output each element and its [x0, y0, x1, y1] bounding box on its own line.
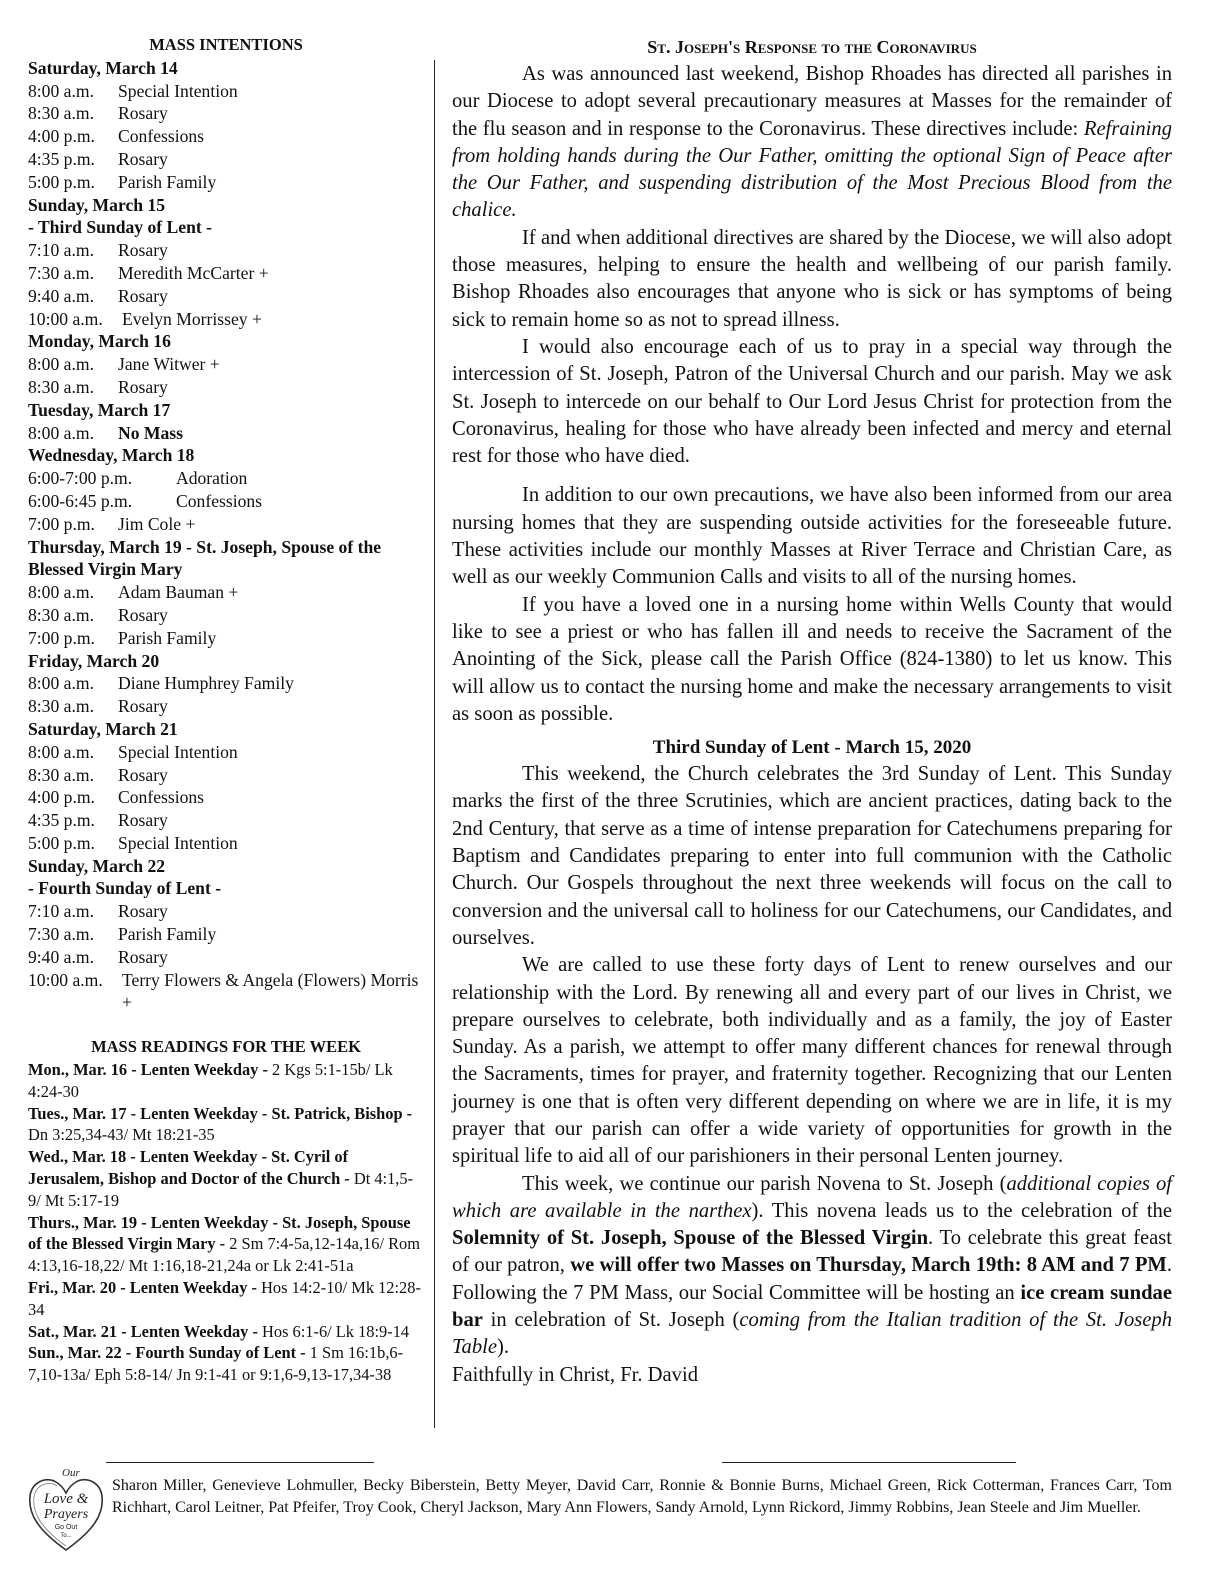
intention-text: Special Intention: [118, 741, 238, 762]
intention-time: 7:30 a.m.: [28, 924, 94, 945]
left-column: [28, 34, 424, 1386]
intention-entry: [28, 581, 424, 604]
intention-entry: [28, 490, 424, 513]
reading-label: Sat., Mar. 21 - Lenten Weekday -: [28, 1321, 263, 1341]
intention-time: 5:00 p.m.: [28, 832, 95, 853]
intention-entry: [28, 809, 424, 832]
intention-day: Wednesday, March 18: [28, 445, 195, 466]
intention-time: 8:00 a.m.: [28, 422, 94, 443]
intention-text: Special Intention: [118, 80, 238, 101]
intention-day: Sunday, March 15: [28, 194, 166, 215]
intention-entry: [28, 353, 424, 376]
intention-entry: [28, 102, 424, 125]
coronavirus-title: St. Joseph's Response to the Coronavirus: [647, 37, 977, 57]
intention-time: 8:00 a.m.: [28, 80, 94, 101]
intention-time: 5:00 p.m.: [28, 171, 95, 192]
coronavirus-paragraph-3: I would also encourage each of us to pray in a special way through the intercession of St. Joseph, Patron of the Universal Church and our parish. May we ask St. Joseph to intercede on our behalf to Our Lord Jesus Christ for protection from the Coronavirus, healing for those who have already been infected and mercy and eternal rest for those who have died.: [452, 335, 1172, 468]
intention-text: Parish Family: [118, 171, 217, 192]
intention-time: 4:35 p.m.: [28, 810, 95, 831]
intention-day: Sunday, March 22: [28, 855, 166, 876]
intention-entry: [28, 741, 424, 764]
intention-entry: [28, 764, 424, 787]
right-column: [452, 34, 1172, 1389]
mass-intentions-list: [28, 57, 424, 1014]
intention-entry: [28, 239, 424, 262]
intention-text: Rosary: [118, 696, 168, 717]
intention-day: Saturday, March 14: [28, 57, 178, 78]
intention-text: Parish Family: [118, 627, 217, 648]
intention-entry: [28, 308, 424, 331]
intention-entry: [28, 946, 424, 969]
intention-entry: [28, 672, 424, 695]
intention-entry: [28, 148, 424, 171]
footer-rule-right: [722, 1462, 1016, 1463]
reading-refs: Hos 6:1-6/ Lk 18:9-14: [262, 1321, 410, 1341]
lent-paragraph-3: This week, we continue our parish Novena to St. Joseph (additional copies of which are available in the narthex). This novena leads us to the celebration of the Solemnity of St. Joseph, Spouse of the Blessed Virgin. To celebrate this great feast of our patron, we will offer two Masses on Thursday, March 19th: 8 AM and 7 PM. Following the 7 PM Mass, our Social Committee will be hosting an ice cream sundae bar in celebration of St. Joseph (coming from the Italian tradition of the St. Joseph Table).: [452, 1172, 1173, 1359]
svg-text:Our: Our: [62, 1467, 80, 1479]
intention-day: Thursday, March 19 - St. Joseph, Spouse of the Blessed Virgin Mary: [28, 536, 382, 580]
reading-refs: 2 Kgs 5:1-15b/ Lk 4:24-30: [28, 1060, 393, 1101]
intention-time: 8:30 a.m.: [28, 696, 94, 717]
prayer-list: Sharon Miller, Genevieve Lohmuller, Becky Biberstein, Betty Meyer, David Carr, Ronnie & Bonnie Burns, Michael Green, Rick Cotterman, Frances Carr, Tom Richhart, Carol Leitner, Pat Pfeifer, Troy Cook, Cheryl Jackson, Mary Ann Flowers, Sandy Arnold, Lynn Rickord, Jimmy Robbins, Jean Steele and Jim Mueller.: [112, 1477, 1172, 1516]
intention-text: Jane Witwer +: [118, 354, 220, 375]
intention-time: 6:00-6:45 p.m.: [28, 490, 133, 511]
coronavirus-paragraph-1: As was announced last weekend, Bishop Rhoades has directed all parishes in our Diocese to adopt several precautionary measures at Masses for the remainder of the flu season and in response to the Coronavirus. These directives include: Refraining from holding hands during the Our Father, omitting the optional Sign of Peace after the Our Father, and suspending distribution of the Most Precious Blood from the chalice.: [452, 63, 1172, 222]
intention-text: Rosary: [118, 285, 168, 306]
svg-text:Prayers: Prayers: [43, 1507, 89, 1522]
intention-text: Adam Bauman +: [118, 582, 239, 603]
coronavirus-paragraph-2: If and when additional directives are shared by the Diocese, we will also adopt those measures, helping to ensure the health and wellbeing of our parish family. Bishop Rhoades also encourages that anyone who is sick or has symptoms of being sick to remain home so as not to spread illness.: [452, 226, 1172, 331]
intention-time: 7:00 p.m.: [28, 513, 95, 534]
intention-text: Special Intention: [118, 832, 238, 853]
coronavirus-paragraph-5: If you have a loved one in a nursing home within Wells County that would like to see a priest or who has fallen ill and needs to receive the Sacrament of the Anointing of the Sick, please call the Parish Office (824-1380) to let us know. This will allow us to contact the nursing home and make the necessary arrangements to visit as soon as possible.: [452, 593, 1172, 725]
reading-refs: Dt 4:1,5-9/ Mt 5:17-19: [28, 1169, 414, 1210]
reading-label: Tues., Mar. 17 - Lenten Weekday - St. Patrick, Bishop -: [28, 1103, 413, 1123]
intention-time: 8:30 a.m.: [28, 376, 94, 397]
signature: Faithfully in Christ, Fr. David: [452, 1363, 698, 1386]
intention-time: 8:30 a.m.: [28, 764, 94, 785]
intention-text: Diane Humphrey Family: [118, 673, 294, 694]
intention-text: Rosary: [118, 103, 168, 124]
intention-text: Rosary: [118, 946, 168, 967]
intention-time: 7:10 a.m.: [28, 901, 94, 922]
reading-item: [28, 1277, 424, 1321]
lent-title: Third Sunday of Lent - March 15, 2020: [652, 737, 972, 759]
intention-time: 10:00 a.m.: [28, 969, 103, 990]
reading-item: [28, 1212, 424, 1277]
reading-refs: Hos 14:2-10/ Mk 12:28-34: [28, 1278, 421, 1319]
mass-readings-title: MASS READINGS FOR THE WEEK: [91, 1037, 361, 1057]
intention-text: Adoration: [176, 468, 248, 489]
intention-day: Tuesday, March 17: [28, 399, 171, 420]
reading-item: [28, 1146, 424, 1211]
intention-text: Rosary: [118, 901, 168, 922]
intention-time: 8:00 a.m.: [28, 354, 94, 375]
column-divider: [434, 60, 435, 1428]
intention-text: Rosary: [118, 764, 168, 785]
svg-text:To...: To...: [60, 1533, 72, 1539]
intention-text: Parish Family: [118, 924, 217, 945]
intention-day: Friday, March 20: [28, 650, 160, 671]
svg-text:Go Out: Go Out: [54, 1524, 78, 1531]
intention-text: Confessions: [118, 126, 205, 147]
intention-entry: [28, 285, 424, 308]
intention-text: Rosary: [118, 604, 168, 625]
intention-day-subtitle: - Third Sunday of Lent -: [28, 217, 212, 238]
reading-item: [28, 1059, 424, 1103]
intention-entry: [28, 832, 424, 855]
heart-logo-icon: [26, 1466, 106, 1554]
intention-text: No Mass: [118, 422, 183, 443]
intention-time: 8:30 a.m.: [28, 103, 94, 124]
intention-text: Evelyn Morrissey +: [122, 308, 262, 329]
intention-text: Meredith McCarter +: [118, 262, 269, 283]
reading-refs: 2 Sm 7:4-5a,12-14a,16/ Rom 4:13,16-18,22/ Mt 1:16,18-21,24a or Lk 2:41-51a: [28, 1234, 420, 1276]
intention-day-subtitle: - Fourth Sunday of Lent -: [28, 878, 222, 899]
intention-time: 8:30 a.m.: [28, 604, 94, 625]
intention-text: Rosary: [118, 148, 168, 169]
intention-time: 4:00 p.m.: [28, 787, 95, 808]
footer-rule-left: [106, 1462, 374, 1463]
intention-text: Confessions: [176, 490, 263, 511]
intention-time: 8:00 a.m.: [28, 582, 94, 603]
intention-entry: [28, 627, 424, 650]
intention-text: Rosary: [118, 810, 168, 831]
intention-entry: [28, 171, 424, 194]
intention-entry: [28, 376, 424, 399]
intention-time: 9:40 a.m.: [28, 946, 94, 967]
intention-time: 7:00 p.m.: [28, 627, 95, 648]
mass-readings-list: [28, 1059, 424, 1386]
reading-label: Fri., Mar. 20 - Lenten Weekday -: [28, 1278, 262, 1298]
intention-entry: [28, 262, 424, 285]
reading-label: Thurs., Mar. 19 - Lenten Weekday - St. Joseph, Spouse of the Blessed Virgin Mary -: [28, 1212, 411, 1254]
intention-entry: [28, 900, 424, 923]
reading-label: Mon., Mar. 16 - Lenten Weekday -: [28, 1060, 273, 1080]
intention-time: 4:00 p.m.: [28, 126, 95, 147]
intention-time: 4:35 p.m.: [28, 148, 95, 169]
intention-text: Rosary: [118, 376, 168, 397]
reading-item: [28, 1342, 424, 1386]
intention-entry: [28, 467, 424, 490]
intention-entry: [28, 80, 424, 103]
intention-text: Confessions: [118, 787, 205, 808]
intention-entry: [28, 695, 424, 718]
intention-time: 6:00-7:00 p.m.: [28, 468, 133, 489]
intention-entry: [28, 923, 424, 946]
intention-entry: [28, 513, 424, 536]
intention-entry: [28, 125, 424, 148]
intention-entry: [28, 422, 424, 445]
intention-time: 7:30 a.m.: [28, 262, 94, 283]
intention-entry: [28, 969, 424, 1015]
reading-refs: Dn 3:25,34-43/ Mt 18:21-35: [28, 1125, 215, 1145]
reading-label: Wed., Mar. 18 - Lenten Weekday - St. Cyril of Jerusalem, Bishop and Doctor of the Church -: [28, 1147, 354, 1189]
intention-day: Saturday, March 21: [28, 718, 178, 739]
intention-day: Monday, March 16: [28, 331, 171, 352]
reading-item: [28, 1321, 424, 1343]
intention-entry: [28, 604, 424, 627]
reading-label: Sun., Mar. 22 - Fourth Sunday of Lent -: [28, 1343, 310, 1363]
intention-time: 10:00 a.m.: [28, 308, 103, 329]
svg-text:Love &: Love &: [43, 1491, 89, 1507]
intention-text: Jim Cole +: [118, 513, 196, 534]
lent-paragraph-2: We are called to use these forty days of Lent to renew ourselves and our relationship with the Lord. By renewing all and every part of our lives in Christ, we prepare ourselves to celebrate, both individually and as a family, the joy of Easter Sunday. As a parish, we attempt to offer many different chances for renewal through the Sacraments, times for prayer, and fraternity together. Recognizing that our Lenten journey is one that is often very different depending on where we are in life, it is my prayer that our parish can offer a wide variety of opportunities for growth in the spiritual life to aid all of our parishioners in their personal Lenten journey.: [452, 954, 1172, 1168]
reading-item: [28, 1103, 424, 1147]
intention-entry: [28, 786, 424, 809]
intention-text: Terry Flowers & Angela (Flowers) Morris +: [122, 969, 419, 1013]
intention-time: 8:00 a.m.: [28, 741, 94, 762]
mass-intentions-title: MASS INTENTIONS: [149, 35, 303, 54]
intention-time: 8:00 a.m.: [28, 673, 94, 694]
coronavirus-paragraph-4: In addition to our own precautions, we have also been informed from our area nursing homes that they are suspending outside activities for the foreseeable future. These activities include our monthly Masses at River Terrace and Christian Care, as well as our weekly Communion Calls and visits to all of the nursing homes.: [452, 484, 1172, 589]
intention-text: Rosary: [118, 240, 168, 261]
intention-time: 9:40 a.m.: [28, 285, 94, 306]
lent-paragraph-1: This weekend, the Church celebrates the 3rd Sunday of Lent. This Sunday marks the first of the three Scrutinies, which are ancient practices, dating back to the 2nd Century, that serve as a time of intense preparation for Catechumens preparing for Baptism and Candidates preparing to enter into full communion with the Catholic Church. Our Gospels throughout the next three weekends will focus on the call to conversion and the universal call to holiness for our Catechumens, our Candidates, and ourselves.: [452, 763, 1172, 949]
reading-refs: 1 Sm 16:1b,6-7,10-13a/ Eph 5:8-14/ Jn 9:1-41 or 9:1,6-9,13-17,34-38: [28, 1343, 404, 1385]
intention-time: 7:10 a.m.: [28, 240, 94, 261]
